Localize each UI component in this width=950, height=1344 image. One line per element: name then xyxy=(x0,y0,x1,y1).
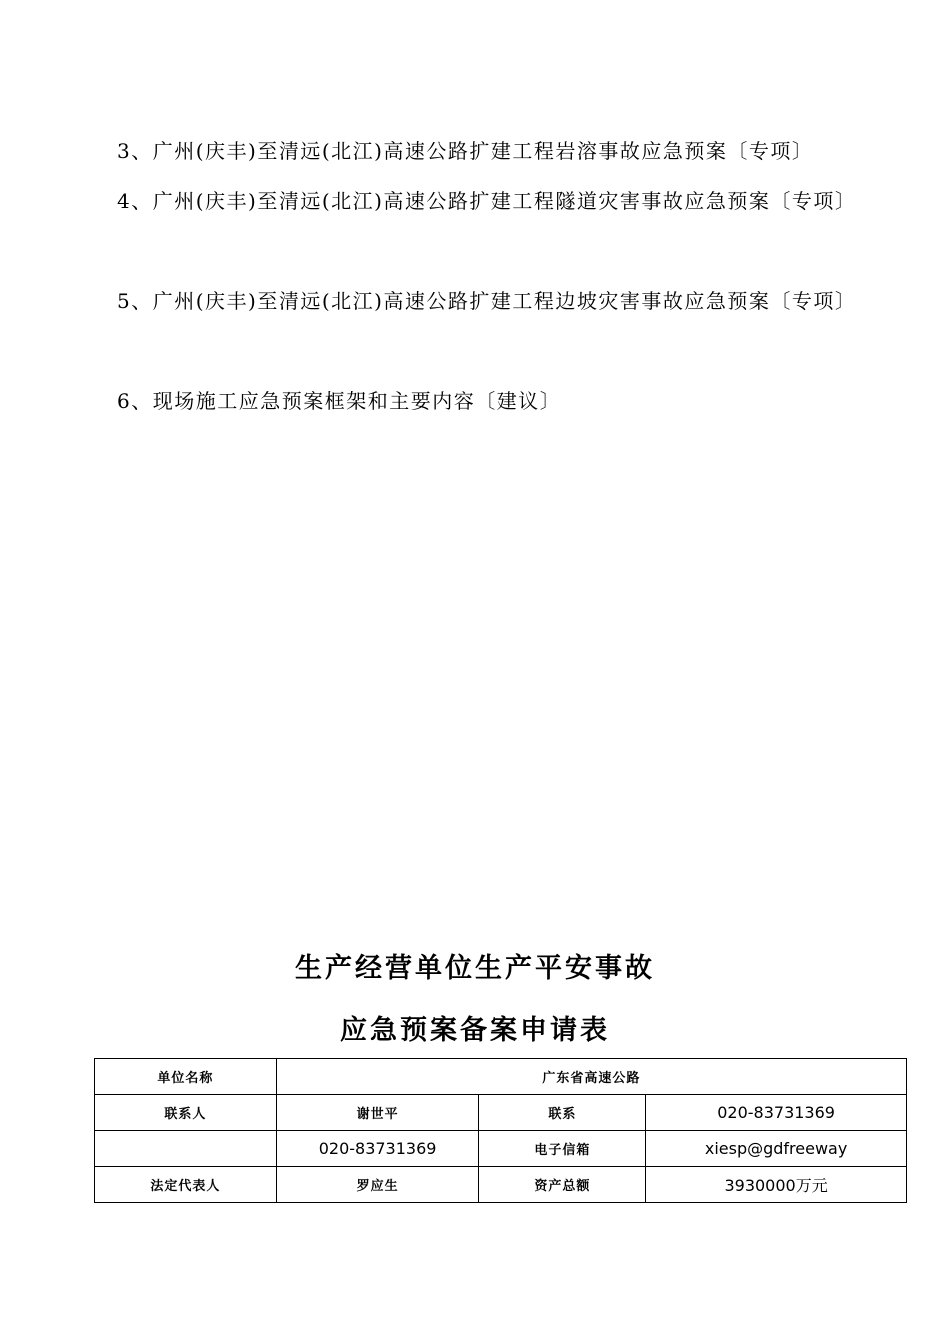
table-row xyxy=(95,1131,907,1167)
contact-person-value: 谢世平 xyxy=(276,1095,479,1131)
phone-value: 020-83731369 xyxy=(276,1131,479,1167)
unit-name-value: 广东省高速公路 xyxy=(276,1059,906,1095)
email-label: 电子信箱 xyxy=(479,1131,646,1167)
form-title-line-1: 生产经营单位生产平安事故 xyxy=(295,953,655,984)
list-item-text: 4、广州(庆丰)至清远(北江)高速公路扩建工程隧道灾害事故应急预案〔专项〕 xyxy=(117,189,857,213)
table-row xyxy=(95,1095,907,1131)
list-item-5 xyxy=(100,276,860,326)
email-value: xiesp@gdfreeway xyxy=(646,1131,907,1167)
list-item-text: 3、广州(庆丰)至清远(北江)高速公路扩建工程岩溶事故应急预案〔专项〕 xyxy=(117,139,814,163)
table-row xyxy=(95,1059,907,1095)
contact-person-label: 联系人 xyxy=(95,1095,277,1131)
contact-phone-label: 联系 xyxy=(479,1095,646,1131)
legal-representative-label: 法定代表人 xyxy=(95,1167,277,1203)
table-row xyxy=(95,1167,907,1203)
unit-name-label: 单位名称 xyxy=(95,1059,277,1095)
contact-phone-value: 020-83731369 xyxy=(646,1095,907,1131)
form-title-line-2: 应急预案备案申请表 xyxy=(340,1015,610,1046)
total-assets-label: 资产总额 xyxy=(479,1167,646,1203)
list-item-text: 6、现场施工应急预案框架和主要内容〔建议〕 xyxy=(117,389,562,413)
application-form-table xyxy=(94,1058,907,1203)
total-assets-value: 3930000万元 xyxy=(646,1167,907,1203)
legal-representative-value: 罗应生 xyxy=(276,1167,479,1203)
blank-label-cell xyxy=(95,1131,277,1167)
list-item-4 xyxy=(100,176,860,226)
list-item-text: 5、广州(庆丰)至清远(北江)高速公路扩建工程边坡灾害事故应急预案〔专项〕 xyxy=(117,289,857,313)
list-item-3 xyxy=(100,126,860,176)
list-item-6 xyxy=(100,376,860,426)
